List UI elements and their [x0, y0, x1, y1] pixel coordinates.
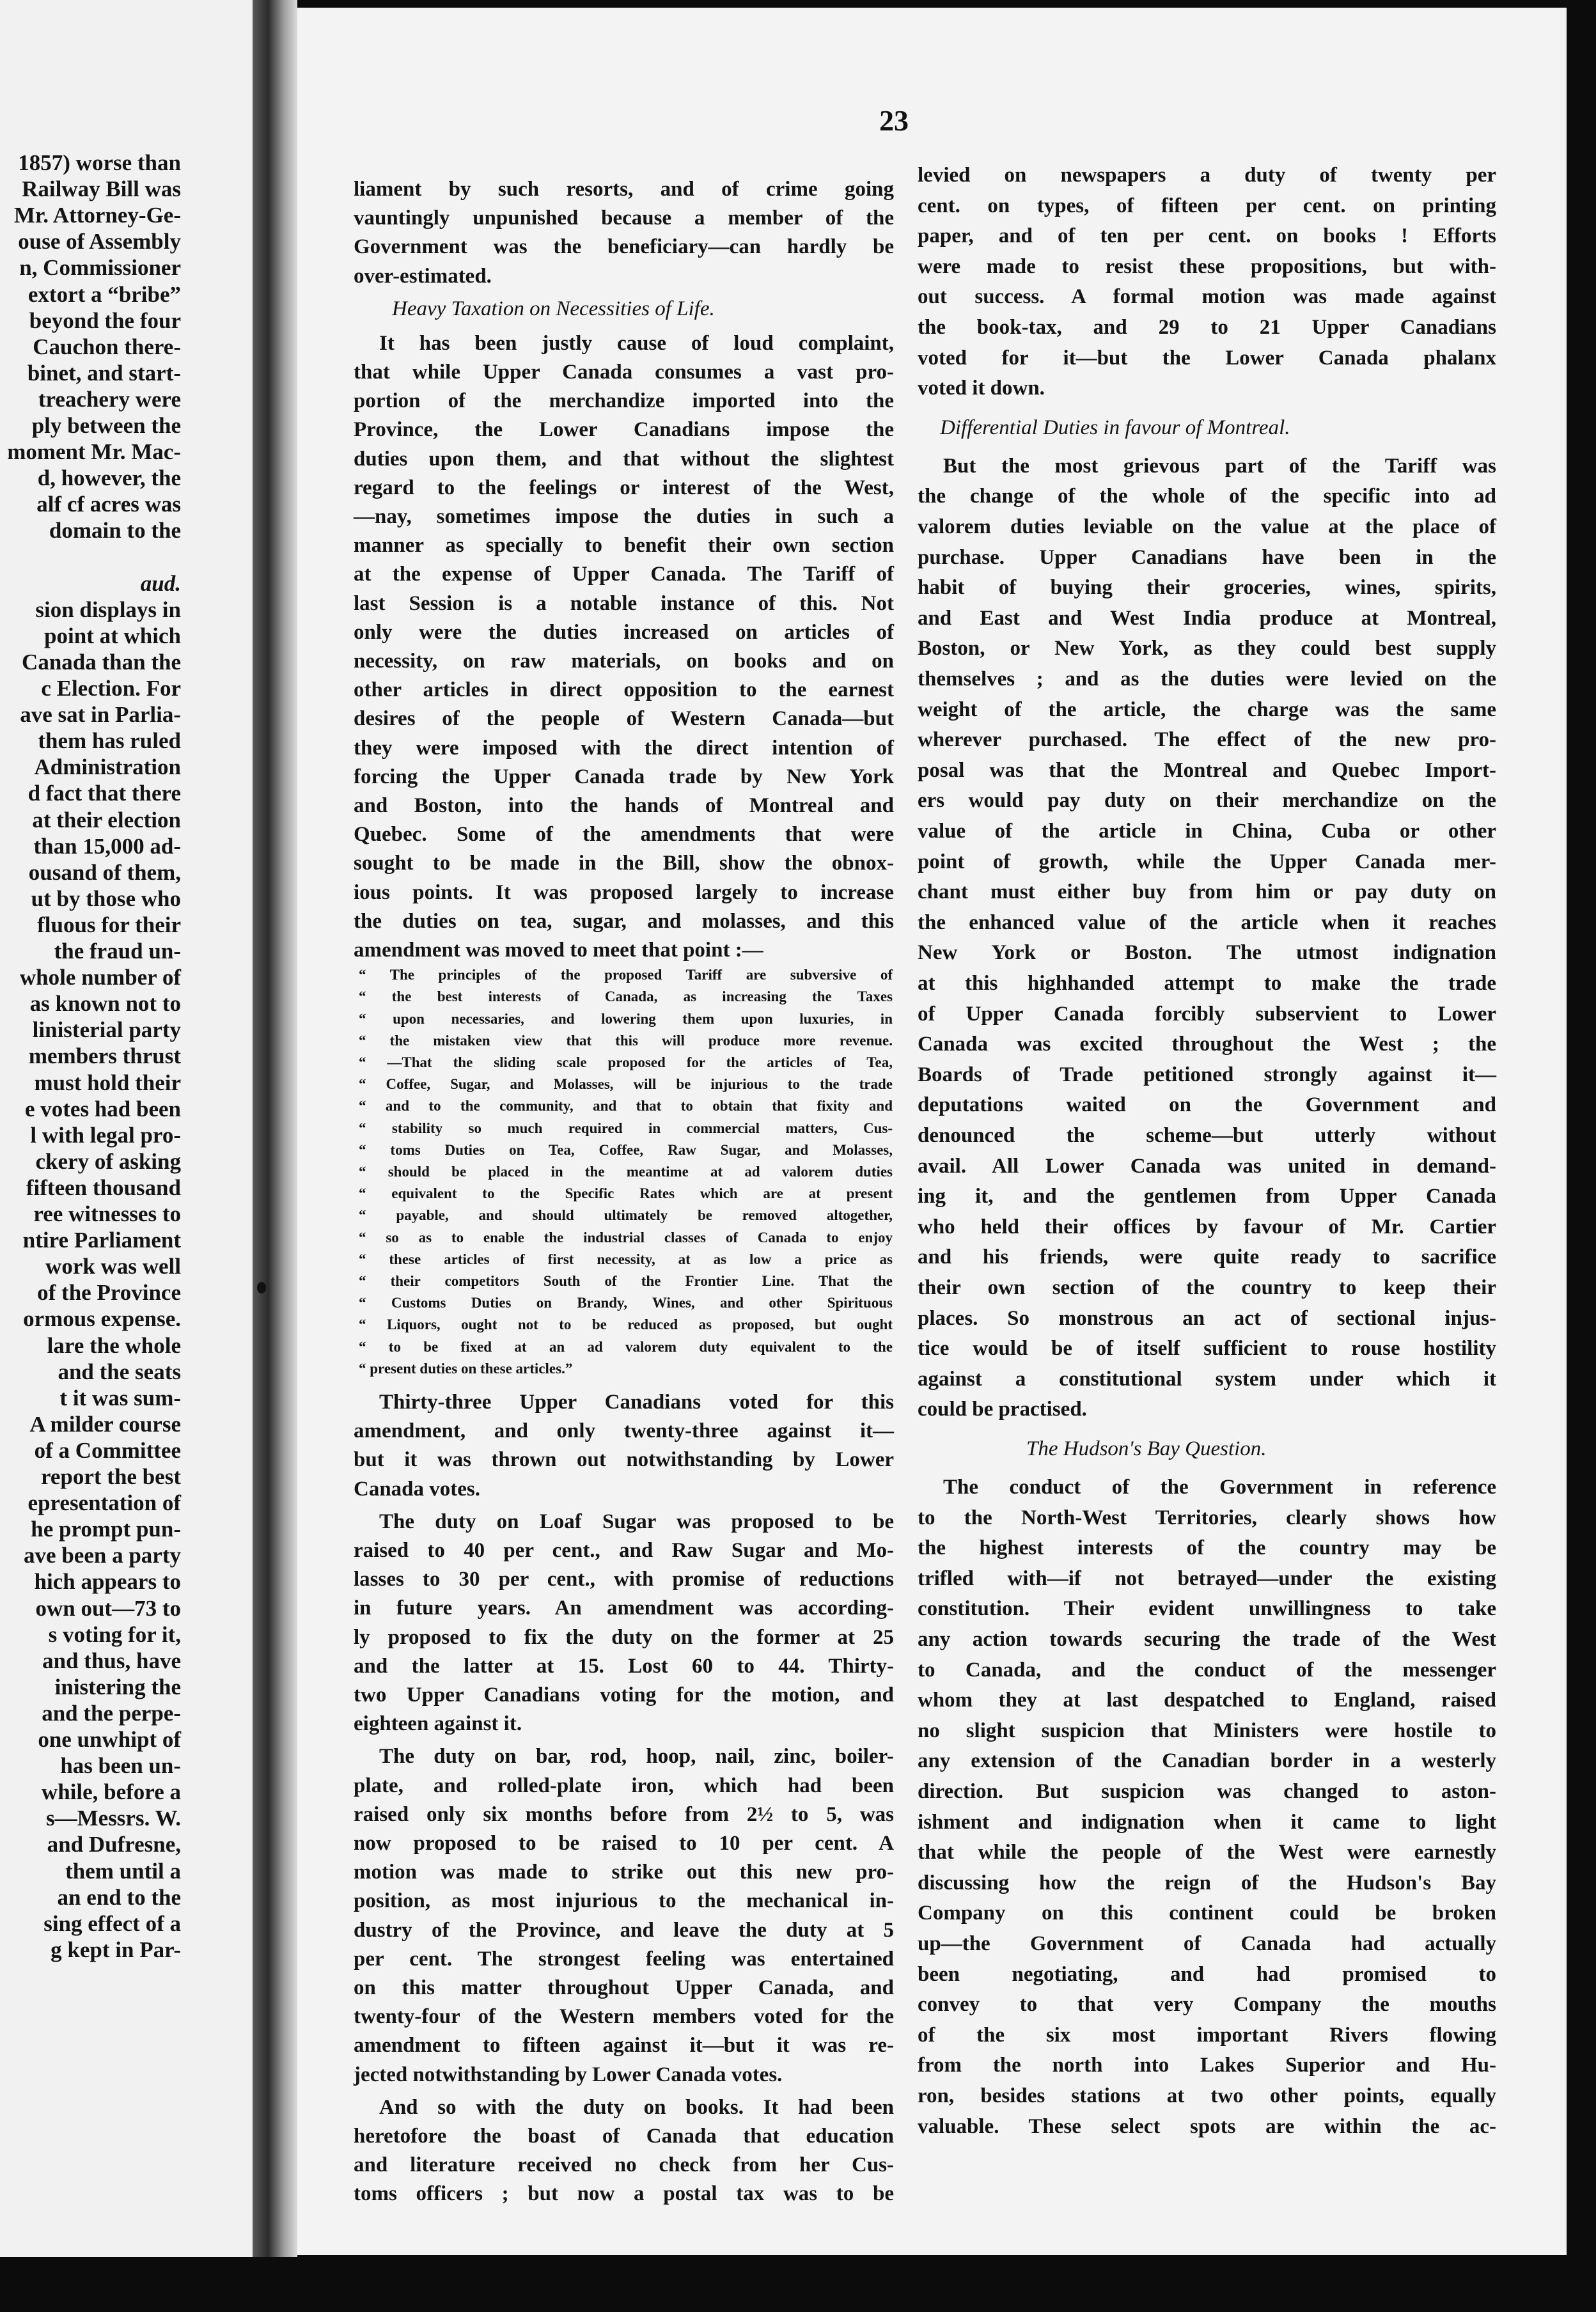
text-line: forcing the Upper Canada trade by New York [354, 765, 894, 788]
quoted-amendment-line: “ and to the community, and that to obtain that fixity and [359, 1098, 893, 1114]
text-line: their own section of the country to keep their [918, 1276, 1496, 1299]
left-fragment-line: Railway Bill was [22, 176, 181, 202]
left-fragment-line: c Election. For [41, 676, 181, 701]
text-line: been negotiating, and had promised to [918, 1962, 1496, 1986]
left-fragment-line: at their election [32, 807, 181, 832]
text-line: ly proposed to fix the duty on the former at 25 [354, 1625, 894, 1649]
left-fragment-line: lare the whole [47, 1332, 181, 1358]
text-line: at the expense of Upper Canada. The Tariff of [354, 563, 894, 586]
quoted-amendment-line: “ Coffee, Sugar, and Molasses, will be injurious to the trade [359, 1076, 893, 1093]
text-line: wherever purchased. The effect of the new pro- [918, 728, 1496, 752]
text-line: out success. A formal motion was made against [918, 285, 1496, 309]
text-line: of Upper Canada forcibly subservient to Lower [918, 1002, 1496, 1026]
left-fragment-line: extort a “bribe” [27, 281, 181, 307]
left-fragment-line: and the perpe- [42, 1700, 181, 1726]
left-fragment-line: domain to the [49, 518, 181, 543]
text-line: and Boston, into the hands of Montreal and [354, 794, 894, 817]
text-line: Government was the beneficiary—can hardly be [354, 235, 894, 259]
left-fragment-line: the fraud un- [54, 939, 181, 964]
text-line: trifled with—if not betrayed—under the existing [918, 1566, 1496, 1590]
left-fragment-line: ckery of asking [35, 1148, 181, 1174]
text-line: were made to resist these propositions, but with- [918, 254, 1496, 278]
text-line: no slight suspicion that Ministers were hostile to [918, 1719, 1496, 1742]
text-line: they were imposed with the direct intention of [354, 736, 894, 760]
text-line: deputations waited on the Government and [918, 1093, 1496, 1117]
left-fragment-line: work was well [45, 1254, 181, 1279]
left-fragment-line: sion displays in [35, 597, 181, 622]
left-fragment-line: s voting for it, [48, 1621, 181, 1647]
text-line: the duties on tea, sugar, and molasses, and this [354, 909, 894, 933]
text-line: themselves ; and as the duties were levied on the [918, 668, 1496, 691]
quoted-amendment-line: “ The principles of the proposed Tariff are subversive of [359, 967, 893, 983]
left-fragment-line: ntire Parliament [22, 1228, 181, 1253]
text-line: ing it, and the gentlemen from Upper Canada [918, 1185, 1496, 1208]
left-page-fragment [0, 0, 253, 2257]
text-line: the highest interests of the country may be [918, 1536, 1496, 1560]
text-line: two Upper Canadians voting for the motion, and [354, 1683, 894, 1707]
page-number: 23 [879, 104, 909, 137]
text-line: lasses to 30 per cent., with promise of reductions [354, 1568, 894, 1591]
text-line: The duty on Loaf Sugar was proposed to be [379, 1510, 894, 1533]
text-line: constitution. Their evident unwillingness to take [918, 1597, 1496, 1621]
quoted-amendment-line: “ equivalent to the Specific Rates which are at present [359, 1185, 893, 1202]
quoted-amendment-line: “ so as to enable the industrial classes of Canada to enjoy [359, 1229, 893, 1246]
text-line: now proposed to be raised to 10 per cent. A [354, 1832, 894, 1855]
left-fragment-line: whole number of [19, 965, 181, 990]
text-line: amendment was moved to meet that point :— [354, 939, 763, 962]
left-fragment-line: than 15,000 ad- [33, 833, 181, 859]
left-fragment-line: has been un- [60, 1753, 181, 1779]
left-fragment-line: 1857) worse than [18, 150, 181, 175]
text-line: Canada was excited throughout the West ; the [918, 1033, 1496, 1056]
left-fragment-line: sing effect of a [43, 1910, 181, 1936]
section-heading: The Hudson's Bay Question. [1026, 1437, 1267, 1460]
text-line: habit of buying their groceries, wines, spirits, [918, 576, 1496, 600]
text-line: could be practised. [918, 1398, 1087, 1421]
text-line: convey to that very Company the mouths [918, 1993, 1496, 2017]
text-line: other articles in direct opposition to the earnest [354, 678, 894, 702]
left-fragment-line: Cauchon there- [33, 334, 181, 359]
book-gutter [253, 0, 297, 2257]
quoted-amendment-line: “ should be placed in the meantime at ad valorem duties [359, 1164, 893, 1180]
left-fragment-line: ave sat in Parlia- [20, 702, 181, 728]
text-line: Boards of Trade petitioned strongly against it— [918, 1063, 1496, 1086]
quoted-amendment-line: “ present duties on these articles.” [359, 1360, 573, 1377]
left-fragment-line: treachery were [38, 386, 181, 412]
text-line: manner as specially to benefit their own section [354, 534, 894, 558]
left-fragment-line: aud. [140, 570, 181, 596]
left-fragment-line: ouse of Assembly [18, 229, 181, 254]
text-line: regard to the feelings or interest of the West, [354, 476, 894, 499]
left-fragment-line: point at which [44, 623, 181, 648]
text-line: valorem duties leviable on the value at the place of [918, 515, 1496, 538]
left-fragment-line: linisterial party [32, 1017, 181, 1043]
text-line: But the most grievous part of the Tariff was [943, 454, 1496, 478]
left-fragment-line: inistering the [54, 1674, 181, 1699]
text-line: desires of the people of Western Canada—but [354, 707, 894, 731]
quoted-amendment-line: “ the mistaken view that this will produce more revenue. [359, 1032, 893, 1049]
left-fragment-line: g kept in Par- [51, 1937, 181, 1962]
left-fragment-line: report the best [40, 1464, 181, 1489]
text-line: weight of the article, the charge was the same [918, 698, 1496, 721]
quoted-amendment-line: “ toms Duties on Tea, Coffee, Raw Sugar, and Molasses, [359, 1141, 893, 1158]
left-fragment-line: s—Messrs. W. [46, 1806, 181, 1831]
left-fragment-line: and thus, have [42, 1648, 181, 1673]
text-line: up—the Government of Canada had actually [918, 1932, 1496, 1955]
text-line: any action towards securing the trade of the West [918, 1628, 1496, 1651]
text-line: portion of the merchandize imported into the [354, 389, 894, 413]
text-line: necessity, on raw materials, on books and on [354, 650, 894, 673]
left-fragment-line: hich appears to [34, 1569, 181, 1595]
text-line: and his friends, were quite ready to sacrifice [918, 1246, 1496, 1269]
text-line: from the north into Lakes Superior and Hu- [918, 2054, 1496, 2077]
left-fragment-line: them until a [65, 1858, 181, 1884]
text-line: Province, the Lower Canadians impose the [354, 418, 894, 442]
text-line: on this matter throughout Upper Canada, and [354, 1976, 894, 1999]
left-fragment-line: beyond the four [29, 308, 181, 333]
text-line: direction. But suspicion was changed to aston- [918, 1780, 1496, 1803]
quoted-amendment-line: “ Customs Duties on Brandy, Wines, and other Spirituous [359, 1295, 893, 1311]
text-line: voted it down. [918, 377, 1045, 400]
left-fragment-line: ave been a party [24, 1543, 181, 1568]
left-fragment-line: ousand of them, [28, 859, 181, 885]
left-fragment-line: he prompt pun- [31, 1517, 181, 1542]
text-line: that while the people of the West were earnestly [918, 1841, 1496, 1864]
text-line: avail. All Lower Canada was united in demand- [918, 1154, 1496, 1178]
text-line: New York or Boston. The utmost indignation [918, 941, 1496, 965]
text-line: Canada votes. [354, 1477, 481, 1501]
ink-spot [257, 1282, 266, 1293]
left-fragment-line: ormous expense. [23, 1306, 181, 1332]
text-line: valuable. These select spots are within the ac- [918, 2114, 1496, 2138]
text-line: that while Upper Canada consumes a vast pro- [354, 361, 894, 384]
text-line: cent. on types, of fifteen per cent. on printing [918, 194, 1496, 217]
text-line: toms officers ; but now a postal tax was to be [354, 2182, 894, 2206]
text-line: motion was made to strike out this new pro- [354, 1861, 894, 1884]
text-line: to Canada, and the conduct of the messenger [918, 1658, 1496, 1682]
left-fragment-line: ply between the [31, 413, 181, 438]
text-line: amendment to fifteen against it—but it was re- [354, 2034, 894, 2058]
left-fragment-line: fluous for their [37, 912, 181, 937]
text-line: sought to be made in the Bill, show the obnox- [354, 852, 894, 875]
text-line: ron, besides stations at two other points, equally [918, 2084, 1496, 2107]
section-heading: Differential Duties in favour of Montreal. [940, 416, 1290, 439]
text-line: value of the article in China, Cuba or other [918, 820, 1496, 843]
quoted-amendment-line: “ upon necessaries, and lowering them upon luxuries, in [359, 1010, 893, 1027]
left-fragment-line: ut by those who [31, 886, 181, 911]
text-line: to the North-West Territories, clearly shows how [918, 1506, 1496, 1529]
left-fragment-line: l with legal pro- [30, 1122, 181, 1148]
text-line: in future years. An amendment was according- [354, 1597, 894, 1620]
text-line: —nay, sometimes impose the duties in such a [354, 505, 894, 528]
text-line: ious points. It was proposed largely to increase [354, 880, 894, 904]
text-line: whom they at last despatched to England, raised [918, 1689, 1496, 1712]
left-fragment-line: Administration [34, 754, 181, 780]
left-fragment-line: fifteen thousand [26, 1175, 181, 1200]
text-line: and East and West India produce at Montreal, [918, 606, 1496, 630]
text-line: liament by such resorts, and of crime going [354, 178, 894, 201]
left-fragment-line: Canada than the [22, 649, 181, 675]
text-line: point of growth, while the Upper Canada mer- [918, 850, 1496, 873]
text-line: the enhanced value of the article when it reaches [918, 910, 1496, 934]
text-line: dustry of the Province, and leave the duty at 5 [354, 1918, 894, 1942]
quoted-amendment-line: “ Liquors, ought not to be reduced as proposed, but ought [359, 1316, 893, 1333]
left-fragment-line: as known not to [29, 991, 181, 1017]
left-fragment-line: d, however, the [37, 465, 181, 491]
text-line: amendment, and only twenty-three against it— [354, 1419, 894, 1443]
left-fragment-line: own out—73 to [35, 1595, 181, 1621]
left-fragment-line: e votes had been [24, 1096, 181, 1121]
text-line: twenty-four of the Western members voted for the [354, 2005, 894, 2029]
text-line: the book-tax, and 29 to 21 Upper Canadians [918, 316, 1496, 339]
quoted-amendment-line: “ payable, and should ultimately be removed altogether, [359, 1207, 893, 1224]
left-fragment-line: them has ruled [38, 728, 181, 754]
text-line: heretofore the boast of Canada that education [354, 2125, 894, 2148]
text-line: Boston, or New York, as they could best supply [918, 637, 1496, 660]
text-line: And so with the duty on books. It had been [379, 2095, 894, 2119]
text-line: denounced the scheme—but utterly without [918, 1124, 1496, 1147]
right-page [297, 8, 1567, 2255]
quoted-amendment-line: “ the best interests of Canada, as increasing the Taxes [359, 988, 893, 1005]
text-line: of the six most important Rivers flowing [918, 2023, 1496, 2047]
left-fragment-line: t it was sum- [59, 1385, 181, 1410]
left-fragment-line: ree witnesses to [33, 1201, 181, 1226]
left-fragment-line: and Dufresne, [47, 1832, 181, 1857]
text-line: but it was thrown out notwithstanding by Lower [354, 1448, 894, 1472]
left-fragment-line: moment Mr. Mac- [7, 439, 181, 465]
text-line: Company on this continent could be broken [918, 1902, 1496, 1925]
text-line: purchase. Upper Canadians have been in the [918, 545, 1496, 569]
left-fragment-line: while, before a [41, 1779, 181, 1805]
text-line: per cent. The strongest feeling was entertained [354, 1947, 894, 1971]
text-line: position, as most injurious to the mechanical in- [354, 1889, 894, 1913]
text-line: over-estimated. [354, 264, 492, 288]
text-line: raised to 40 per cent., and Raw Sugar and Mo- [354, 1539, 894, 1562]
text-line: paper, and of ten per cent. on books ! Efforts [918, 224, 1496, 248]
left-fragment-line: epresentation of [27, 1490, 181, 1516]
left-fragment-line: and the seats [58, 1359, 181, 1384]
section-heading: Heavy Taxation on Necessities of Life. [392, 297, 715, 320]
quoted-amendment-line: “ these articles of first necessity, at as low a price as [359, 1251, 893, 1267]
text-line: The conduct of the Government in reference [943, 1476, 1496, 1499]
left-fragment-line: alf cf acres was [36, 492, 181, 517]
text-line: The duty on bar, rod, hoop, nail, zinc, boiler- [379, 1745, 894, 1769]
text-line: last Session is a notable instance of this. Not [354, 591, 894, 615]
text-line: the change of the whole of the specific into ad [918, 485, 1496, 508]
text-line: vauntingly unpunished because a member of the [354, 207, 894, 230]
left-fragment-line: A milder course [29, 1411, 181, 1437]
text-line: any extension of the Canadian border in a westerly [918, 1749, 1496, 1773]
text-line: against a constitutional system under which it [918, 1367, 1496, 1391]
left-fragment-line: of a Committee [34, 1437, 181, 1463]
left-fragment-line: binet, and start- [27, 360, 181, 386]
text-line: voted for it—but the Lower Canada phalanx [918, 346, 1496, 370]
text-line: ers would pay duty on their merchandize on the [918, 789, 1496, 813]
text-line: who held their offices by favour of Mr. Cartier [918, 1215, 1496, 1238]
left-fragment-line: one unwhipt of [38, 1727, 181, 1752]
left-fragment-line: members thrust [28, 1043, 181, 1069]
text-line: only were the duties increased on articles of [354, 620, 894, 644]
text-line: ishment and indignation when it came to light [918, 1810, 1496, 1834]
text-line: places. So monstrous an act of sectional injus- [918, 1306, 1496, 1330]
text-line: tice would be of itself sufficient to rouse hostility [918, 1337, 1496, 1361]
quoted-amendment-line: “ —That the sliding scale proposed for the articles of Tea, [359, 1054, 893, 1070]
quoted-amendment-line: “ their competitors South of the Frontier Line. That the [359, 1273, 893, 1289]
quoted-amendment-line: “ stability so much required in commercial matters, Cus- [359, 1120, 893, 1136]
text-line: It has been justly cause of loud complaint, [379, 331, 894, 355]
quoted-amendment-line: “ to be fixed at an ad valorem duty equivalent to the [359, 1338, 893, 1355]
left-fragment-line: must hold their [34, 1070, 181, 1095]
text-line: plate, and rolled-plate iron, which had been [354, 1774, 894, 1797]
text-line: eighteen against it. [354, 1712, 522, 1736]
text-line: discussing how the reign of the Hudson's Bay [918, 1871, 1496, 1894]
left-fragment-line: of the Province [37, 1280, 181, 1306]
text-line: posal was that the Montreal and Quebec Import- [918, 758, 1496, 782]
text-line: at this highhanded attempt to make the trade [918, 972, 1496, 995]
text-line: chant must either buy from him or pay duty on [918, 880, 1496, 904]
left-fragment-line: an end to the [57, 1884, 181, 1910]
text-line: and literature received no check from her Cus- [354, 2153, 894, 2177]
text-line: levied on newspapers a duty of twenty per [918, 164, 1496, 187]
left-fragment-line: n, Commissioner [19, 255, 181, 281]
text-line: Quebec. Some of the amendments that were [354, 823, 894, 847]
text-line: jected notwithstanding by Lower Canada votes. [354, 2063, 783, 2086]
left-fragment-line: Mr. Attorney-Ge- [13, 203, 181, 228]
text-line: raised only six months before from 2½ to 5, was [354, 1802, 894, 1826]
text-line: and the latter at 15. Lost 60 to 44. Thirty- [354, 1654, 894, 1678]
text-line: duties upon them, and that without the slightest [354, 447, 894, 471]
left-fragment-line: d fact that there [27, 781, 181, 806]
text-line: Thirty-three Upper Canadians voted for this [379, 1391, 894, 1414]
